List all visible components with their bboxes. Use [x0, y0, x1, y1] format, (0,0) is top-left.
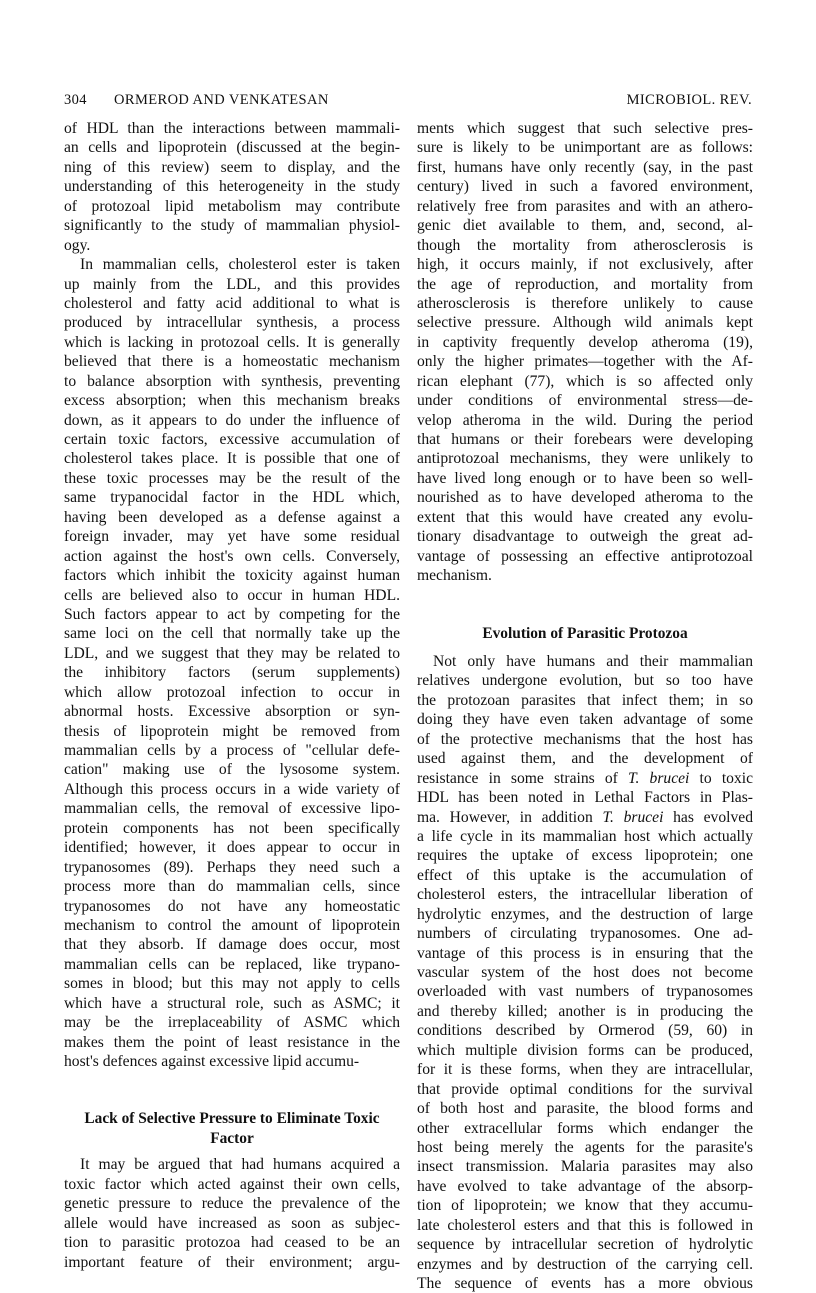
text-line: atherosclerosis is therefore unlikely to cause	[417, 294, 753, 312]
text-line: may be the irreplaceability of ASMC which	[64, 1014, 400, 1032]
text-line: which is lacking in protozoal cells. It is generally	[64, 333, 400, 351]
text-line: these toxic processes may be the result of the	[64, 469, 400, 487]
text-line: of both host and parasite, the blood forms and	[417, 1100, 753, 1118]
paragraph	[64, 119, 400, 255]
text-line: important feature of their environment; argu-	[64, 1253, 400, 1271]
text-line: which have a structural role, such as ASMC; it	[64, 994, 400, 1012]
section-spacer	[417, 586, 753, 624]
page-header	[64, 92, 752, 116]
text-line: hydrolytic enzymes, and the destruction of large	[417, 905, 753, 923]
text-line: century) lived in such a favored environment,	[417, 178, 753, 196]
text-line: HDL has been noted in Lethal Factors in Plas-	[417, 789, 753, 807]
text-line: mammalian cells, the removal of excessive lipo-	[64, 800, 400, 818]
text-line: cholesterol takes place. It is possible that one of	[64, 450, 400, 468]
text-line: action against the host's own cells. Conversely,	[64, 547, 400, 565]
text-line: having been developed as a defense against a	[64, 508, 400, 526]
section-heading-line: Factor	[210, 1129, 254, 1147]
text-line: ogy.	[64, 236, 91, 254]
text-line: same trypanocidal factor in the HDL which,	[64, 489, 400, 507]
text-line: down, as it appears to do under the influence of	[64, 411, 400, 429]
text-line: late cholesterol esters and that this is followed in	[417, 1216, 753, 1234]
text-line: certain toxic factors, excessive accumulation of	[64, 431, 400, 448]
text-line: overloaded with vast numbers of trypanosomes	[417, 983, 753, 1001]
text-line: ments which suggest that such selective pres-	[417, 120, 753, 137]
text-line: trypanosomes do not have any homeostatic	[64, 897, 400, 915]
species-name-italic: T. brucei	[602, 808, 664, 826]
text-line: under conditions of environmental stress—de-	[417, 392, 753, 410]
text-line: sequence by intracellular secretion of hydrolytic	[417, 1236, 753, 1254]
text-line: effect of this uptake is the accumulation of	[417, 866, 753, 884]
text-line	[417, 808, 753, 827]
text-line: It may be argued that had humans acquired a	[80, 1156, 400, 1174]
text-line: in captivity frequently develop atheroma (19),	[417, 333, 753, 351]
text-line: Such factors appear to act by competing for the	[64, 605, 400, 623]
text-line: sure is likely to be unimportant are as follows:	[417, 139, 753, 157]
running-head-journal: MICROBIOL. REV.	[626, 92, 752, 108]
text-line: understanding of this heterogeneity in the study	[64, 178, 400, 196]
text-line: nourished as to have developed atheroma to the	[417, 489, 753, 507]
text-line: somes in blood; but this may not apply to cells	[64, 975, 400, 993]
text-line: believed that there is a homeostatic mechanism	[64, 353, 400, 371]
text-line: numbers of circulating trypanosomes. One ad-	[417, 925, 753, 943]
text-line: extent that this would have created any evolu-	[417, 508, 753, 526]
text-line: Although this process occurs in a wide variety of	[64, 780, 400, 798]
text-line: the inhibitory factors (serum supplements)	[64, 664, 400, 682]
text-line: that provide optimal conditions for the survival	[417, 1080, 753, 1098]
text-line: to balance absorption with synthesis, preventing	[64, 372, 400, 390]
text-line: toxic factor which acted against their own cells,	[64, 1175, 400, 1193]
text-line: of HDL than the interactions between mammali-	[64, 120, 400, 137]
text-line: that humans or their forebears were developing	[417, 431, 753, 448]
text-line: selective pressure. Although wild animals kept	[417, 314, 753, 332]
text-line: excess absorption; when this mechanism breaks	[64, 392, 400, 410]
text-run: has evolved	[663, 808, 753, 826]
text-line: foreign invader, may yet have some residual	[64, 528, 400, 546]
species-name-italic: T. brucei	[627, 769, 690, 787]
text-line: factors which inhibit the toxicity against human	[64, 567, 400, 585]
text-line: significantly to the study of mammalian physiol-	[64, 217, 400, 235]
text-line: allele would have increased as soon as subjec-	[64, 1214, 400, 1232]
text-line: thesis of lipoprotein might be removed from	[64, 722, 400, 740]
text-line: an cells and lipoprotein (discussed at the begin-	[64, 139, 400, 157]
text-line: only the higher primates—together with the Af-	[417, 353, 753, 371]
left-column	[64, 119, 400, 1272]
text-line: abnormal hosts. Excessive absorption or syn-	[64, 703, 400, 721]
text-line: tion of lipoprotein; we know that they accumu-	[417, 1197, 753, 1215]
text-line: though the mortality from atherosclerosis is	[417, 236, 753, 254]
text-line: which allow protozoal infection to occur in	[64, 683, 400, 701]
text-line: Not only have humans and their mammalian	[433, 653, 753, 670]
text-line: process more than do mammalian cells, since	[64, 878, 400, 896]
text-line: mechanism.	[417, 567, 492, 585]
text-run: resistance in some strains of	[417, 769, 628, 787]
text-line: ning of this review) seem to display, and the	[64, 158, 400, 176]
text-line: which multiple division forms can be produced,	[417, 1041, 753, 1059]
text-line: have lived long enough or to have been so well-	[417, 469, 753, 487]
text-line: mammalian cells can be replaced, like trypano-	[64, 955, 400, 973]
paragraph	[417, 119, 753, 586]
right-column	[417, 119, 753, 1293]
text-line: first, humans have only recently (say, in the past	[417, 158, 753, 176]
text-line: up mainly from the LDL, and this provides	[64, 275, 400, 293]
text-line: a life cycle in its mammalian host which actually	[417, 827, 753, 845]
text-line: produced by intracellular synthesis, a process	[64, 314, 400, 332]
text-run: ma. However, in addition	[417, 808, 603, 826]
text-line: for it is these forms, when they are intracellular,	[417, 1061, 753, 1079]
section-heading-line: Lack of Selective Pressure to Eliminate Toxic	[84, 1110, 380, 1128]
text-line: enzymes and by destruction of the carrying cell.	[417, 1255, 753, 1273]
section-spacer	[64, 1148, 400, 1155]
text-line: same loci on the cell that normally take up the	[64, 625, 400, 643]
text-line: velop atheroma in the wild. During the period	[417, 411, 753, 429]
text-line: relatively free from parasites and with an athero-	[417, 197, 753, 215]
text-line: doing they have even taken advantage of some	[417, 711, 753, 729]
text-line: high, it occurs mainly, if not exclusively, after	[417, 256, 753, 274]
text-run: to toxic	[689, 769, 754, 787]
text-line: insect transmission. Malaria parasites may also	[417, 1158, 753, 1176]
paragraph	[64, 1155, 400, 1272]
text-line: cholesterol and fatty acid additional to what is	[64, 294, 400, 312]
text-line: rican elephant (77), which is so affected only	[417, 372, 753, 390]
text-line: identified; however, it does appear to occur in	[64, 839, 400, 857]
text-line: the protozoan parasites that infect them; in so	[417, 691, 753, 709]
text-line: cation" making use of the lysosome system.	[64, 761, 400, 779]
text-line: host's defences against excessive lipid accumu-	[64, 1053, 360, 1070]
text-line: host being merely the agents for the parasite's	[417, 1138, 753, 1156]
text-line: antiprotozoal mechanisms, they were unlikely to	[417, 450, 753, 468]
text-line: relatives undergone evolution, but so too have	[417, 672, 753, 690]
paragraph	[417, 652, 753, 1293]
text-line: In mammalian cells, cholesterol ester is taken	[80, 256, 400, 274]
text-line: conditions described by Ormerod (59, 60) in	[417, 1022, 753, 1040]
section-spacer	[64, 1071, 400, 1109]
text-line: cholesterol esters, the intracellular liberation of	[417, 886, 753, 904]
text-line: of protozoal lipid metabolism may contribute	[64, 197, 400, 215]
text-line: vantage of possessing an effective antiprotozoal	[417, 547, 753, 565]
text-line: requires the uptake of excess lipoprotein; one	[417, 847, 753, 865]
text-line: used against them, and the development of	[417, 750, 753, 768]
text-line: trypanosomes (89). Perhaps they need such a	[64, 858, 400, 876]
text-line: makes them the point of least resistance in the	[64, 1033, 400, 1051]
text-line: LDL, and we suggest that they may be related to	[64, 644, 400, 662]
text-line: protein components has not been specifically	[64, 819, 400, 837]
section-spacer	[417, 643, 753, 652]
text-line: have evolved to take advantage of the absorp-	[417, 1177, 753, 1195]
text-line: of the protective mechanisms that the host has	[417, 730, 753, 748]
section-heading-evolution: Evolution of Parasitic Protozoa	[482, 624, 688, 642]
text-line: vascular system of the host does not become	[417, 964, 753, 981]
text-line: genetic pressure to reduce the prevalence of the	[64, 1195, 400, 1213]
text-line: tionary disadvantage to outweigh the great ad-	[417, 528, 753, 546]
running-head-authors: ORMEROD AND VENKATESAN	[114, 92, 329, 108]
section-heading-lack-of-selective-pressure	[64, 1109, 400, 1148]
paragraph	[64, 255, 400, 1071]
text-line: tion to parasitic protozoa had ceased to be an	[64, 1234, 400, 1252]
text-line: vantage of this process is in ensuring that the	[417, 944, 753, 962]
text-line: that they absorb. If damage does occur, most	[64, 936, 400, 954]
page-number: 304	[64, 92, 87, 108]
text-line: the age of reproduction, and mortality from	[417, 275, 753, 293]
text-line: other extracellular forms which endanger the	[417, 1119, 753, 1137]
text-line	[417, 769, 753, 788]
text-line: cells are believed also to occur in human HDL.	[64, 586, 400, 604]
text-line: mammalian cells by a process of "cellular defe-	[64, 742, 400, 759]
text-line: and thereby killed; another is in producing the	[417, 1002, 753, 1020]
text-line: genic diet available to them, and, second, al-	[417, 217, 753, 235]
text-line: The sequence of events has a more obvious	[417, 1275, 753, 1292]
text-line: mechanism to control the amount of lipoprotein	[64, 916, 400, 934]
